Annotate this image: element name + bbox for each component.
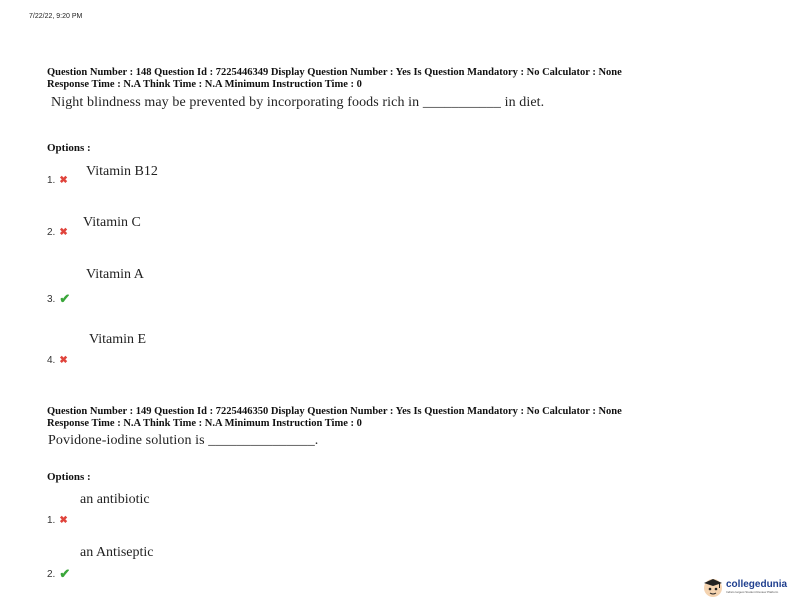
option-text: Vitamin A	[86, 267, 144, 282]
logo-name: collegedunia	[726, 579, 788, 590]
question-meta-line1: Question Number : 148 Question Id : 7225446349 Display Question Number : Yes Is Question Mandatory : No Calculator : None	[47, 67, 622, 78]
option-number: 2.	[47, 568, 56, 580]
wrong-mark-icon: ✖	[59, 175, 68, 186]
correct-check-icon: ✔	[59, 566, 71, 581]
option-marker	[47, 227, 68, 238]
option-number: 1.	[47, 515, 56, 526]
wrong-mark-icon: ✖	[59, 355, 68, 366]
option-number: 4.	[47, 355, 56, 366]
option-text: an antibiotic	[80, 492, 150, 507]
options-label: Options :	[47, 142, 91, 154]
option-marker	[47, 291, 70, 307]
wrong-mark-icon: ✖	[59, 227, 68, 238]
question-text: Night blindness may be prevented by incorporating foods rich in ___________ in diet.	[51, 95, 545, 110]
question-block-148	[47, 67, 767, 111]
correct-check-icon: ✔	[59, 291, 71, 306]
option-text: Vitamin E	[89, 332, 147, 347]
logo-tagline: India's largest Student Review Platform	[726, 590, 779, 594]
question-meta-line1: Question Number : 149 Question Id : 7225446350 Display Question Number : Yes Is Question Mandatory : No Calculator : None	[47, 406, 622, 417]
option-marker	[47, 566, 70, 582]
option-marker	[47, 175, 68, 186]
option-number: 3.	[47, 293, 56, 305]
option-text: Vitamin B12	[86, 164, 158, 179]
question-block-149	[47, 406, 767, 449]
collegedunia-logo	[702, 576, 787, 598]
option-marker	[47, 515, 68, 526]
question-meta-line2: Response Time : N.A Think Time : N.A Minimum Instruction Time : 0	[47, 79, 362, 90]
option-text: Vitamin C	[83, 215, 141, 230]
options-label: Options :	[47, 471, 91, 483]
print-timestamp: 7/22/22, 9:20 PM	[29, 13, 83, 20]
wrong-mark-icon: ✖	[59, 515, 68, 526]
option-text: an Antiseptic	[80, 545, 154, 560]
option-number: 2.	[47, 227, 56, 238]
question-text: Povidone-iodine solution is _______________.	[48, 433, 319, 448]
option-marker	[47, 355, 68, 366]
graduate-mascot-icon	[702, 576, 724, 598]
question-meta-line2: Response Time : N.A Think Time : N.A Minimum Instruction Time : 0	[47, 418, 362, 429]
logo-text	[726, 580, 787, 594]
option-number: 1.	[47, 175, 56, 186]
